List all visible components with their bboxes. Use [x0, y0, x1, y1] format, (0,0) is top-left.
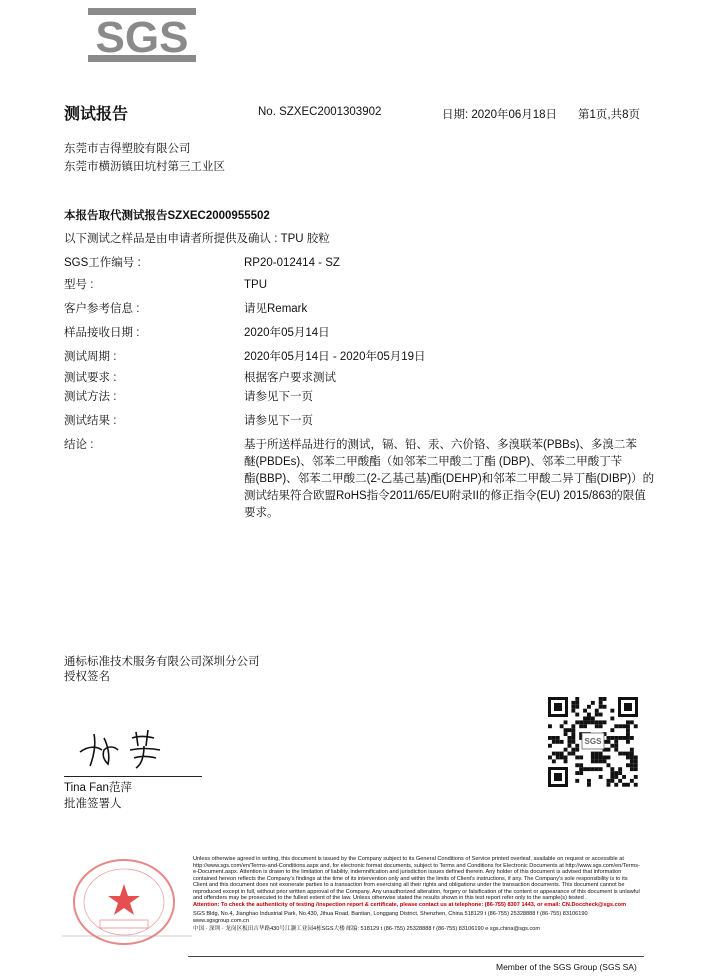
conclusion-line: 基于所送样品进行的测试，镉、铅、汞、六价铬、多溴联苯(PBBs)、多溴二苯 [244, 439, 637, 451]
field-label: 测试结果 : [64, 415, 117, 427]
issuing-company: 通标标准技术服务有限公司深圳分公司 [64, 656, 260, 668]
client-name: 东莞市吉得塑胶有限公司 [64, 143, 191, 155]
replace-note: 本报告取代测试报告SZXEC2000955502 [64, 210, 270, 222]
field-label: 样品接收日期 : [64, 327, 140, 339]
signer-role: 批准签署人 [64, 798, 122, 810]
conclusion-line: 测试结果符合欧盟RoHS指令2011/65/EU附录II的修正指令(EU) 2015/863的限值 [244, 490, 646, 502]
field-value: TPU [244, 279, 267, 291]
logo-text: SGS [95, 13, 189, 62]
sgs-logo [88, 8, 196, 62]
footer-divider [188, 956, 644, 957]
conclusion-line: 醚(PBDEs)、邻苯二甲酸酯（如邻苯二甲酸二丁酯 (DBP)、邻苯二甲酸丁苄 [244, 456, 623, 468]
field-value: RP20-012414 - SZ [244, 257, 340, 269]
field-value: 2020年05月14日 [244, 327, 330, 339]
field-label: 客户参考信息 : [64, 303, 140, 315]
field-label: 型号 : [64, 279, 94, 291]
conclusion-line: 酯(BBP)、邻苯二甲酸二(2-乙基己基)酯(DEHP)和邻苯二甲酸二异丁酯(DIBP)）的 [244, 473, 655, 485]
conclusion-line: 要求。 [244, 507, 279, 519]
field-value: 请参见下一页 [244, 391, 313, 403]
report-number: No. SZXEC2001303902 [258, 106, 382, 118]
handwritten-signature [74, 716, 174, 772]
conclusion-label: 结论 : [64, 439, 94, 451]
signature-line [64, 776, 202, 777]
field-value: 2020年05月14日 - 2020年05月19日 [244, 351, 426, 363]
field-label: 测试周期 : [64, 351, 117, 363]
report-date: 日期: 2020年06月18日 [442, 109, 558, 121]
field-label: 测试要求 : [64, 372, 117, 384]
footer-address-en: SGS Bldg, No.4, Jianghao Industrial Park, No.430, Jihua Road, Bantian, Longgang District, Shenzhen, China 518129 t (86-755) 25328888 f (86-755) 83106190 www.sgsgroup.com.cn [193, 911, 588, 924]
report-title: 测试报告 [64, 106, 129, 123]
field-label: 测试方法 : [64, 391, 117, 403]
field-value: 根据客户要求测试 [244, 372, 336, 384]
client-address: 东莞市横沥镇田坑村第三工业区 [64, 161, 225, 173]
signer-name: Tina Fan范萍 [64, 782, 132, 794]
sgs-member-note: Member of the SGS Group (SGS SA) [496, 962, 637, 972]
company-seal-stamp [62, 850, 192, 950]
page-count: 第1页,共8页 [578, 109, 640, 121]
footer-disclaimer-block [193, 856, 643, 933]
qr-code [546, 695, 640, 789]
footer-attention: Attention: To check the authenticity of testing /inspection report & certificate, please contact us at telephone: (86-755) 8307 1443, or email: CN.Doccheck@sgs.com [193, 901, 627, 908]
sample-intro: 以下测试之样品是由申请者所提供及确认 : TPU 胶粒 [64, 233, 330, 245]
field-label: SGS工作编号 : [64, 257, 141, 269]
field-value: 请参见下一页 [244, 415, 313, 427]
qr-logo-text: SGS [584, 737, 602, 746]
footer-disclaimer: Unless otherwise agreed in writing, this document is issued by the Company subject to its General Conditions of Service printed overleaf, available on request or accessible at http://www.sgs.com/en/Terms-and-Conditions.aspx and, for electronic format documents, subject to Terms and Conditions for Electronic Documents at http://www.sgs.com/en/Terms-e-Document.aspx. Attention is drawn to the limitation of liability, indemnification and jurisdiction issues defined therein. Any holder of this document is advised that information contained hereon reflects the Company's findings at the time of its intervention only and within the limits of Client's instructions, if any. The Company's sole responsibility is to its Client and this document does not exonerate parties to a transaction from exercising all their rights and obligations under the transaction documents. This document cannot be reproduced except in full, without prior written approval of the Company. Any unauthorized alteration, forgery or falsification of the content or appearance of this document is unlawful and offenders may be prosecuted to the fullest extent of the law. Unless otherwise stated the results shown in this test report refer only to the sample(s) tested . [193, 856, 640, 901]
conclusion-text [244, 437, 684, 522]
field-value: 请见Remark [244, 303, 308, 315]
authorized-signature-label: 授权签名 [64, 671, 110, 683]
footer-address-cn: 中国 · 深圳 · 龙岗区板田吉华路430号江灏工业园4栋SGS大楼 邮编: 518129 t (86-755) 25328888 f (86-755) 83106190 e sgs.china@sgs.com [193, 926, 541, 932]
